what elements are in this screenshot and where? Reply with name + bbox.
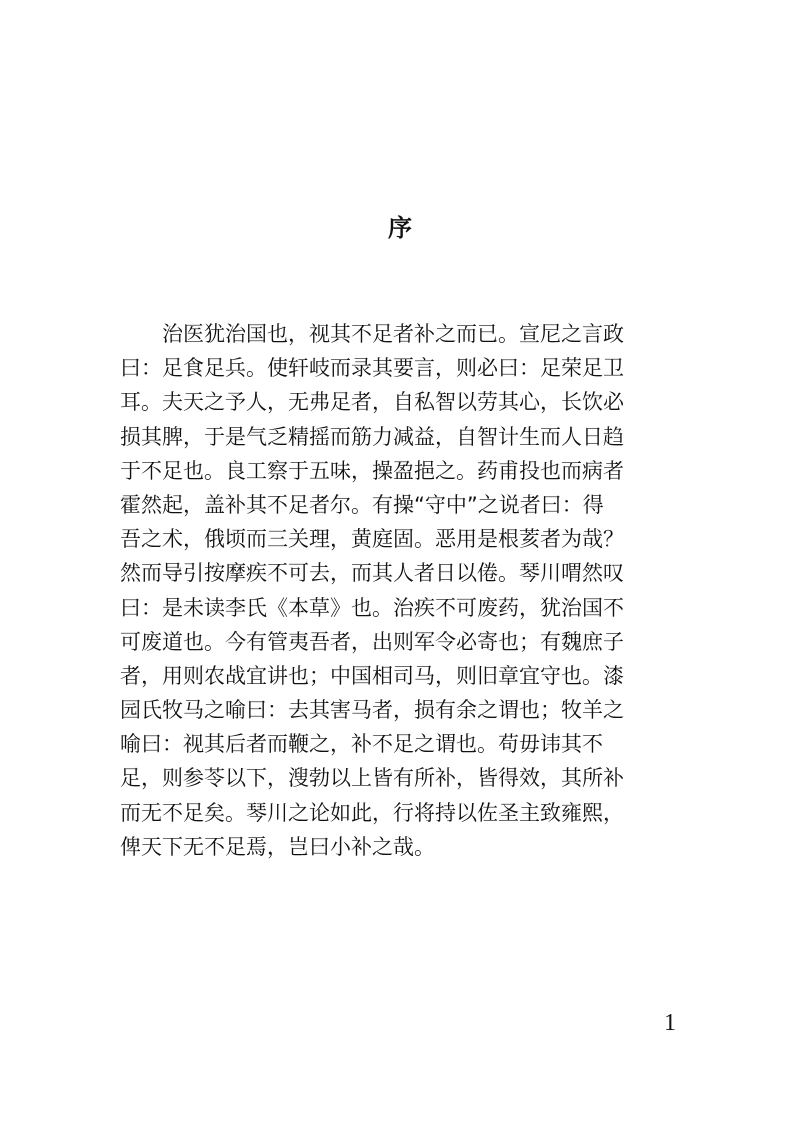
page-number: 1	[664, 1010, 676, 1036]
text-line: 者，用则农战宜讲也；中国相司马，则旧章宜守也。漆	[120, 663, 624, 688]
text-line: 曰：是未读李氏《本草》也。治疾不可废药，犹治国不	[120, 595, 624, 620]
text-line: 园氏牧马之喻曰：去其害马者，损有余之谓也；牧羊之	[120, 698, 624, 723]
text-line: 而无不足矣。琴川之论如此，行将持以佐圣主致雍熙，	[120, 800, 624, 825]
text-line: 于不足也。良工察于五味，操盈挹之。药甫投也而病者	[120, 458, 624, 483]
text-line: 足，则参苓以下，溲勃以上皆有所补，皆得效，其所补	[120, 766, 624, 791]
text-line: 可废道也。今有管夷吾者，出则军令必寄也；有魏庶子	[120, 629, 624, 654]
text-line: 俾天下无不足焉，岂曰小补之哉。	[120, 834, 435, 859]
text-line: 吾之术，俄顷而三关理，黄庭固。恶用是根荄者为哉？	[120, 527, 624, 552]
text-line: 喻曰：视其后者而鞭之，补不足之谓也。苟毋讳其不	[120, 732, 603, 757]
text-line: 损其脾，于是气乏精摇而筋力减益，自智计生而人日趋	[120, 424, 624, 449]
text-line: 霍然起，盖补其不足者尔。有操“守中”之说者曰：得	[120, 492, 604, 517]
text-line: 治医犹治国也，视其不足者补之而已。宣尼之言政	[120, 322, 624, 346]
text-line: 耳。夫天之予人，无弗足者，自私智以劳其心，长饮必	[120, 390, 624, 415]
page-title: 序	[388, 214, 412, 242]
text-line: 曰：足食足兵。使轩岐而录其要言，则必曰：足荣足卫	[120, 356, 624, 381]
text-line: 然而导引按摩疾不可去，而其人者日以倦。琴川喟然叹	[120, 561, 624, 586]
preface-text	[120, 317, 690, 864]
